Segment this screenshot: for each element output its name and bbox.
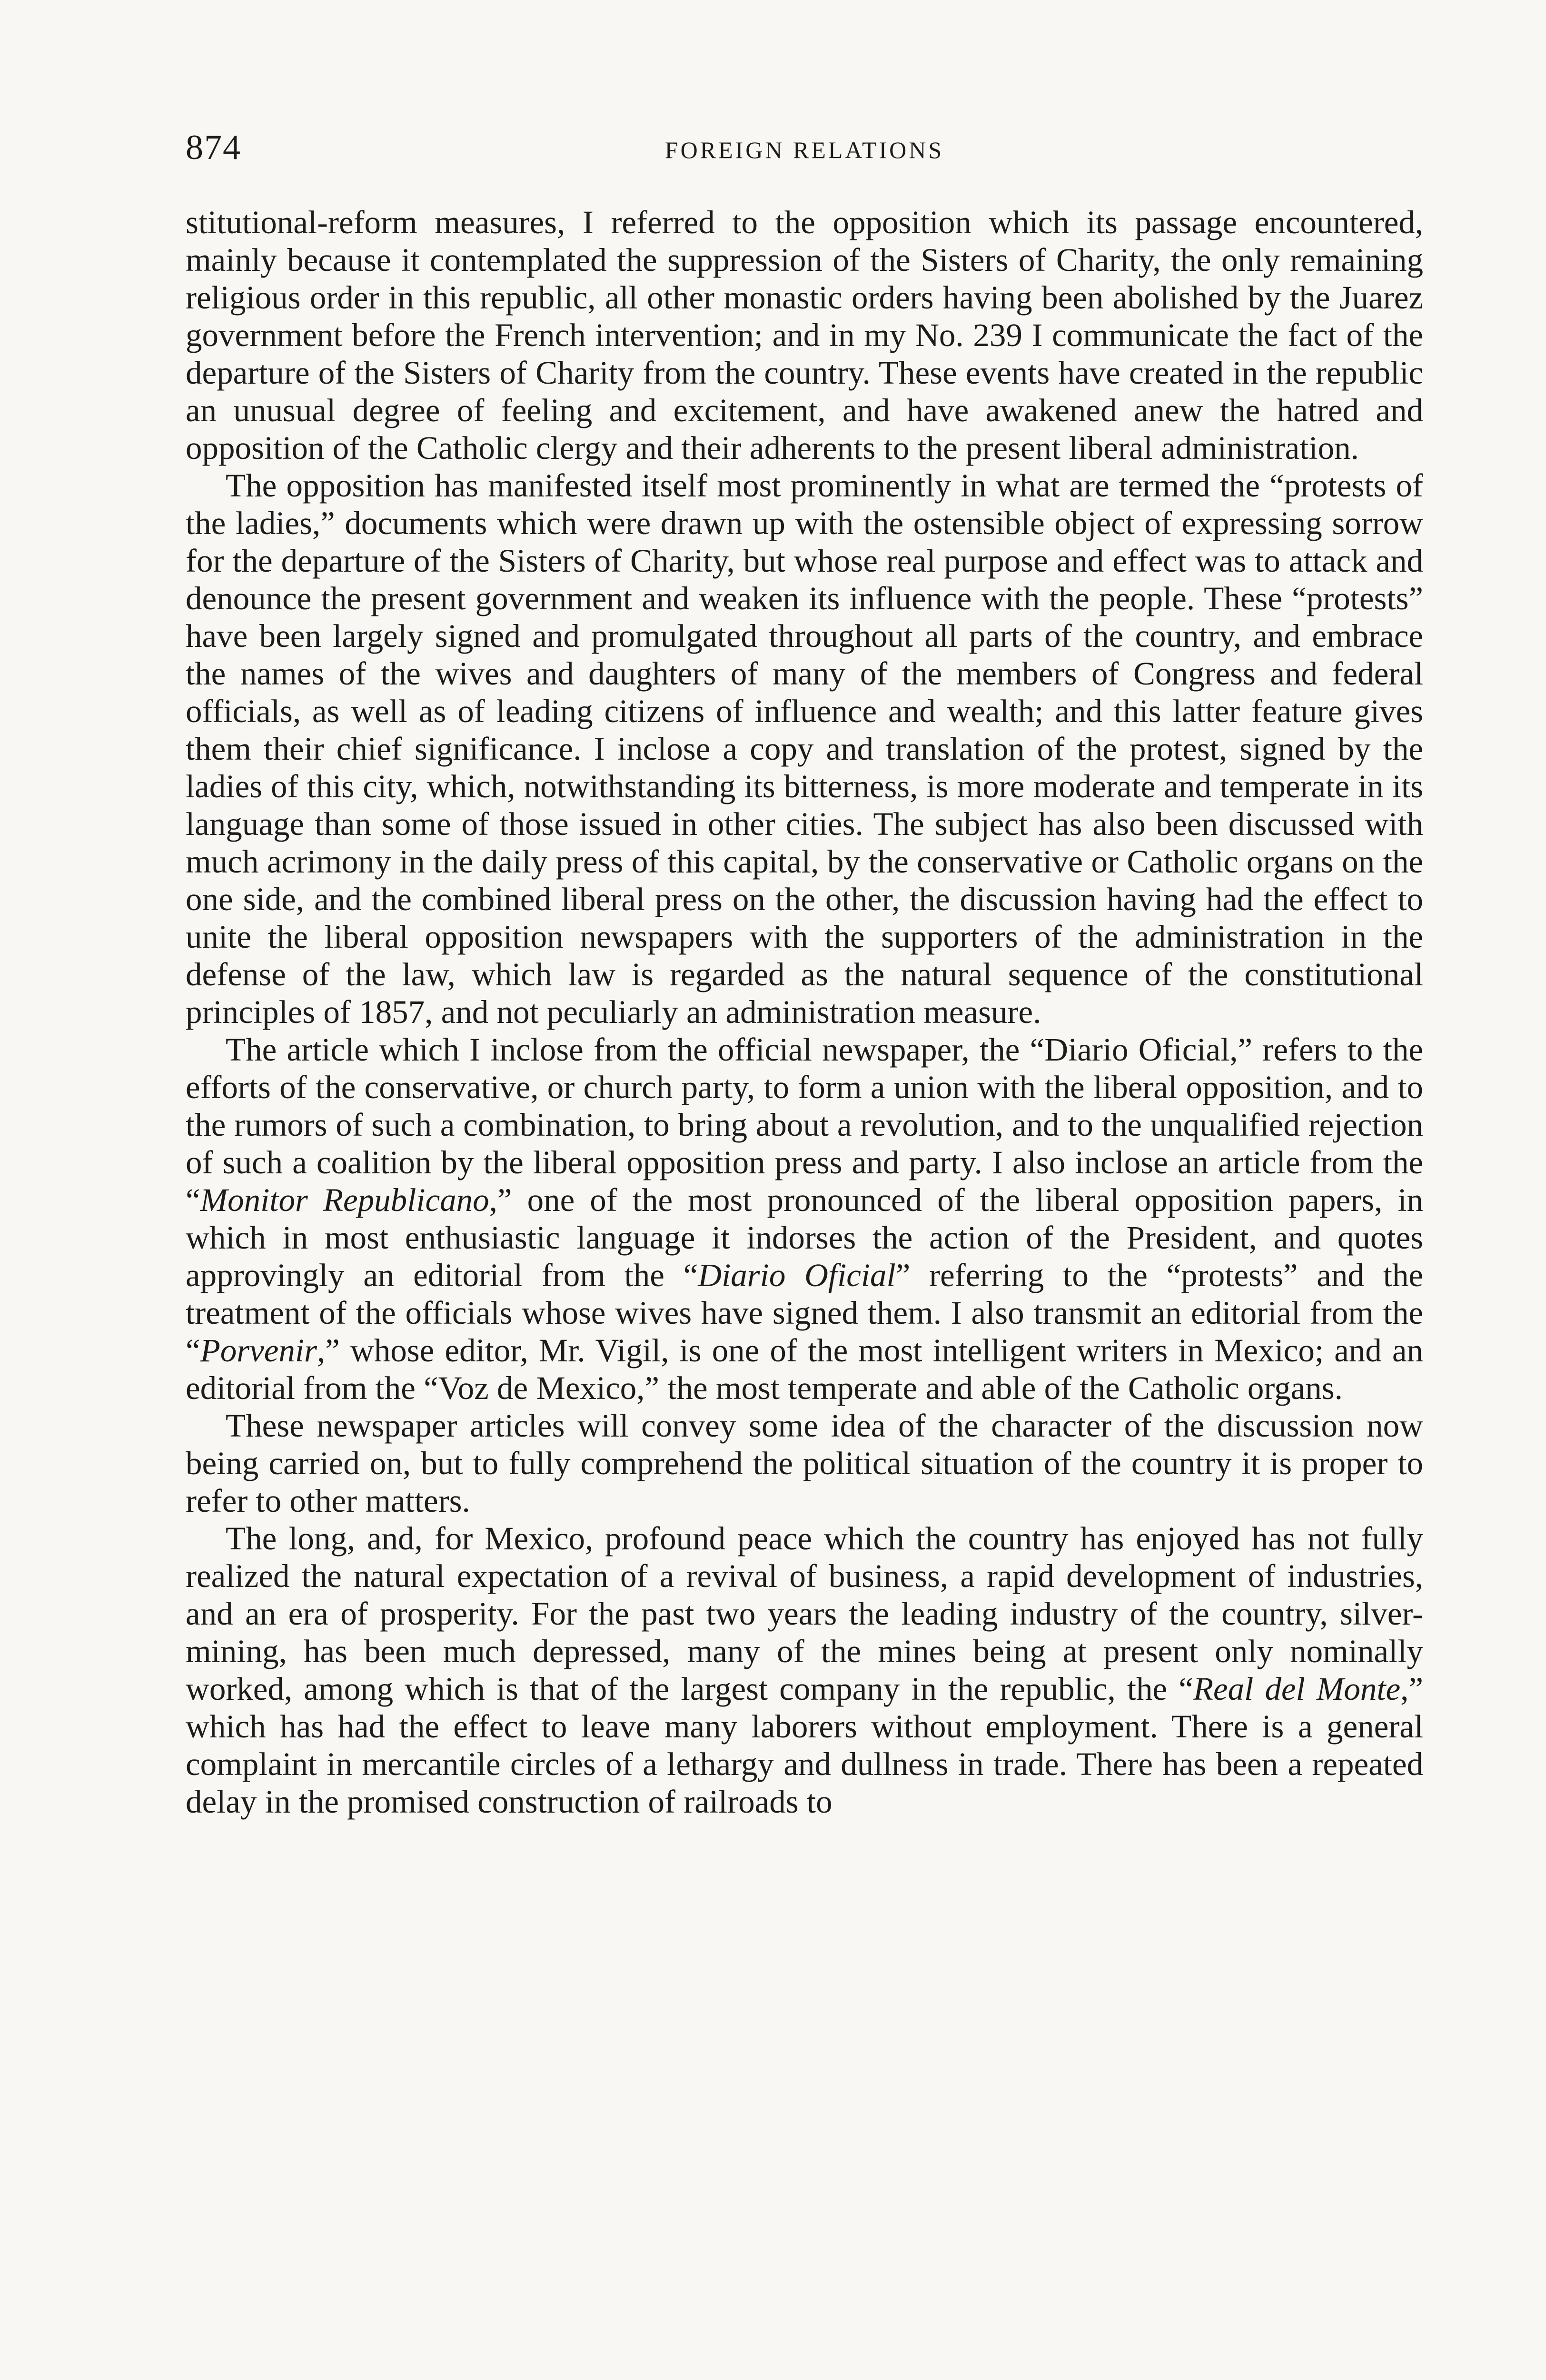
newspaper-title-porvenir: Porvenir — [200, 1332, 317, 1368]
newspaper-title-monitor-republicano: Monitor Republicano — [200, 1182, 489, 1218]
paragraph-5-text-2: ,” which has had the effect to leave many laborers without employment. There is a general complaint in mercantile circles of a lethargy and dullness in trade. There has been a repeated delay in the promised construction of railroads to — [186, 1671, 1423, 1820]
paragraph-5-text-1: The long, and, for Mexico, profound peace which the country has enjoyed has not fully realized the natural expectation of a revival of business, a rapid development of industries, and an era of prosperity. For the past two years the leading industry of the country, silver-mining, has been much depressed, many of the mines being at present only nominally worked, among which is that of the largest company in the republic, the “ — [186, 1520, 1423, 1707]
page-number: 874 — [186, 128, 241, 167]
newspaper-title-diario-oficial: Diario Oficial — [698, 1257, 896, 1293]
paragraph-1: stitutional-reform measures, I referred to the opposition which its passage encountered, mainly because it contemplated the suppression of the Sisters of Charity, the only remaining religious order in this republic, all other monastic orders having been abolished by the Juarez government before the French intervention; and in my No. 239 I communicate the fact of the departure of the Sisters of Charity from the country. These events have created in the republic an unusual degree of feeling and excitement, and have awakened anew the hatred and opposition of the Catholic clergy and their adherents to the present liberal administration. — [186, 204, 1423, 466]
paragraph-2: The opposition has manifested itself most prominently in what are termed the “protests of the ladies,” documents which were drawn up with the ostensible object of expressing sorrow for the departure of the Sisters of Charity, but whose real purpose and effect was to attack and denounce the present government and weaken its influence with the people. These “protests” have been largely signed and promulgated throughout all parts of the country, and embrace the names of the wives and daughters of many of the members of Congress and federal officials, as well as of leading citizens of influence and wealth; and this latter feature gives them their chief significance. I inclose a copy and translation of the protest, signed by the ladies of this city, which, notwithstanding its bitterness, is more moderate and temperate in its language than some of those issued in other cities. The subject has also been discussed with much acrimony in the daily press of this capital, by the conservative or Catholic organs on the one side, and the combined liberal press on the other, the discussion having had the effect to unite the liberal opposition newspapers with the supporters of the administration in the defense of the law, which law is regarded as the natural sequence of the constitutional principles of 1857, and not peculiarly an administration measure. — [186, 467, 1423, 1030]
paragraph-4: These newspaper articles will convey some idea of the character of the discussion now being carried on, but to fully comprehend the political situation of the country it is proper to refer to other matters. — [186, 1408, 1423, 1519]
paragraph-3-text-3: ” referring to the “protests” and the treatment of the officials whose wives have signed them. I also transmit an editorial from the “ — [186, 1257, 1423, 1368]
running-title: FOREIGN RELATIONS — [664, 137, 944, 163]
paragraph-3-text-2: ,” one of the most pronounced of the liberal opposition papers, in which in most enthusiastic language it indorses the action of the President, and quotes approvingly an editorial from the “ — [186, 1182, 1423, 1293]
document-page — [186, 119, 1423, 2356]
paragraph-3-text-4: ,” whose editor, Mr. Vigil, is one of the most intelligent writers in Mexico; and an editorial from the “Voz de Mexico,” the most temperate and able of the Catholic organs. — [186, 1332, 1423, 1406]
paragraph-3-text-1: The article which I inclose from the official newspaper, the “Diario Oficial,” refers to the efforts of the conservative, or church party, to form a union with the liberal opposition, and to the rumors of such a combination, to bring about a revolution, and to the unqualified rejection of such a coalition by the liberal opposition press and party. I also inclose an article from the “ — [186, 1031, 1423, 1218]
paragraph-5 — [186, 1520, 1423, 1821]
body-text — [186, 204, 1423, 1821]
page-header — [186, 119, 1423, 171]
company-name-real-del-monte: Real del Monte — [1193, 1671, 1401, 1707]
paragraph-3 — [186, 1031, 1423, 1407]
